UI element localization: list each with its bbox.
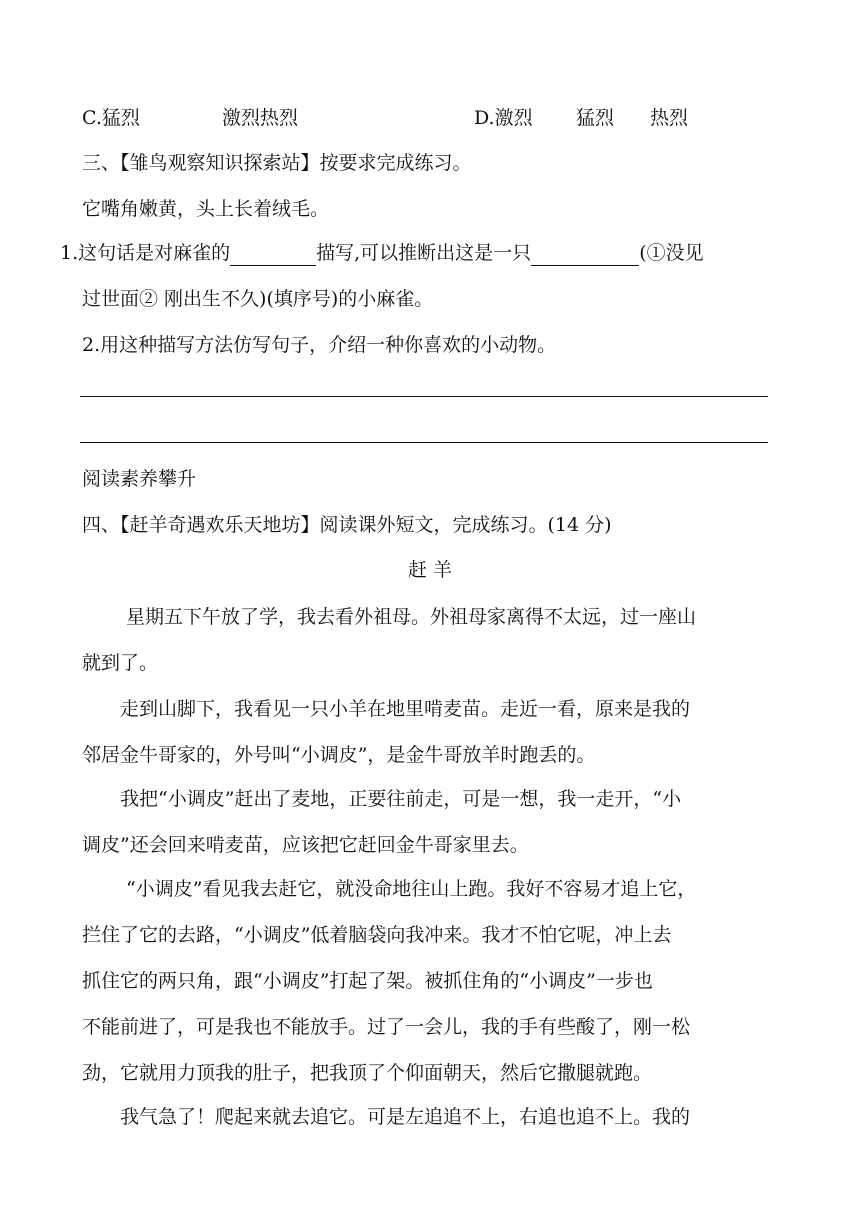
- story-line-12: 我气急了！爬起来就去追它。可是左追追不上，右追也追不上。我的: [120, 1106, 691, 1128]
- option-c-words: 激烈热烈: [222, 107, 299, 129]
- story-line-10: 不能前进了，可是我也不能放手。过了一会儿，我的手有些酸了，刚一松: [82, 1016, 691, 1038]
- question-1-text-c: (①没见: [639, 242, 704, 264]
- section-4-heading: 四、【赶羊奇遇欢乐天地坊】阅读课外短文，完成练习。(14 分): [82, 514, 612, 536]
- story-line-8: 拦住了它的去路，“小调皮”低着脑袋向我冲来。我才不怕它呢，冲上去: [82, 924, 672, 946]
- story-line-9: 抓住它的两只角，跟“小调皮”打起了架。被抓住角的“小调皮”一步也: [82, 970, 653, 992]
- story-line-4: 邻居金牛哥家的，外号叫“小调皮”，是金牛哥放羊时跑丢的。: [82, 744, 596, 766]
- section-3-heading: 三、【雏鸟观察知识探索站】按要求完成练习。: [82, 152, 472, 174]
- section-title: 阅读素养攀升: [82, 468, 197, 490]
- story-line-2: 就到了。: [82, 652, 159, 674]
- question-1-text-b: 描写,可以推断出这是一只: [316, 242, 532, 264]
- question-1-text-a: 1.这句话是对麻雀的: [60, 242, 231, 264]
- option-d-label: D.激烈: [474, 107, 533, 129]
- answer-line-2[interactable]: [80, 442, 768, 443]
- story-line-3: 走到山脚下，我看见一只小羊在地里啃麦苗。走近一看，原来是我的: [120, 698, 691, 720]
- story-line-1: 星期五下午放了学，我去看外祖母。外祖母家离得不太远，过一座山: [126, 606, 697, 628]
- story-title: 赶 羊: [407, 559, 453, 581]
- story-line-5: 我把“小调皮”赶出了麦地，正要往前走，可是一想，我一走开，“小: [120, 788, 682, 810]
- blank-option-number[interactable]: [531, 243, 639, 266]
- question-1-line-2: 过世面② 刚出生不久)(填序号)的小麻雀。: [82, 288, 434, 310]
- story-line-6: 调皮”还会回来啃麦苗，应该把它赶回金牛哥家里去。: [82, 834, 529, 856]
- story-line-11: 劲，它就用力顶我的肚子，把我顶了个仰面朝天，然后它撒腿就跑。: [82, 1062, 653, 1084]
- question-2: 2.用这种描写方法仿写句子，介绍一种你喜欢的小动物。: [82, 334, 557, 356]
- option-d-word-2: 猛烈: [576, 107, 615, 129]
- sample-sentence: 它嘴角嫩黄，头上长着绒毛。: [82, 198, 330, 220]
- blank-description-type[interactable]: [230, 243, 316, 266]
- option-d-word-3: 热烈: [650, 107, 689, 129]
- answer-line-1[interactable]: [80, 396, 768, 397]
- question-1: [60, 240, 704, 266]
- story-line-7: “小调皮”看见我去赶它，就没命地往山上跑。我好不容易才追上它，: [126, 878, 697, 900]
- option-c-label: C.猛烈: [82, 107, 140, 129]
